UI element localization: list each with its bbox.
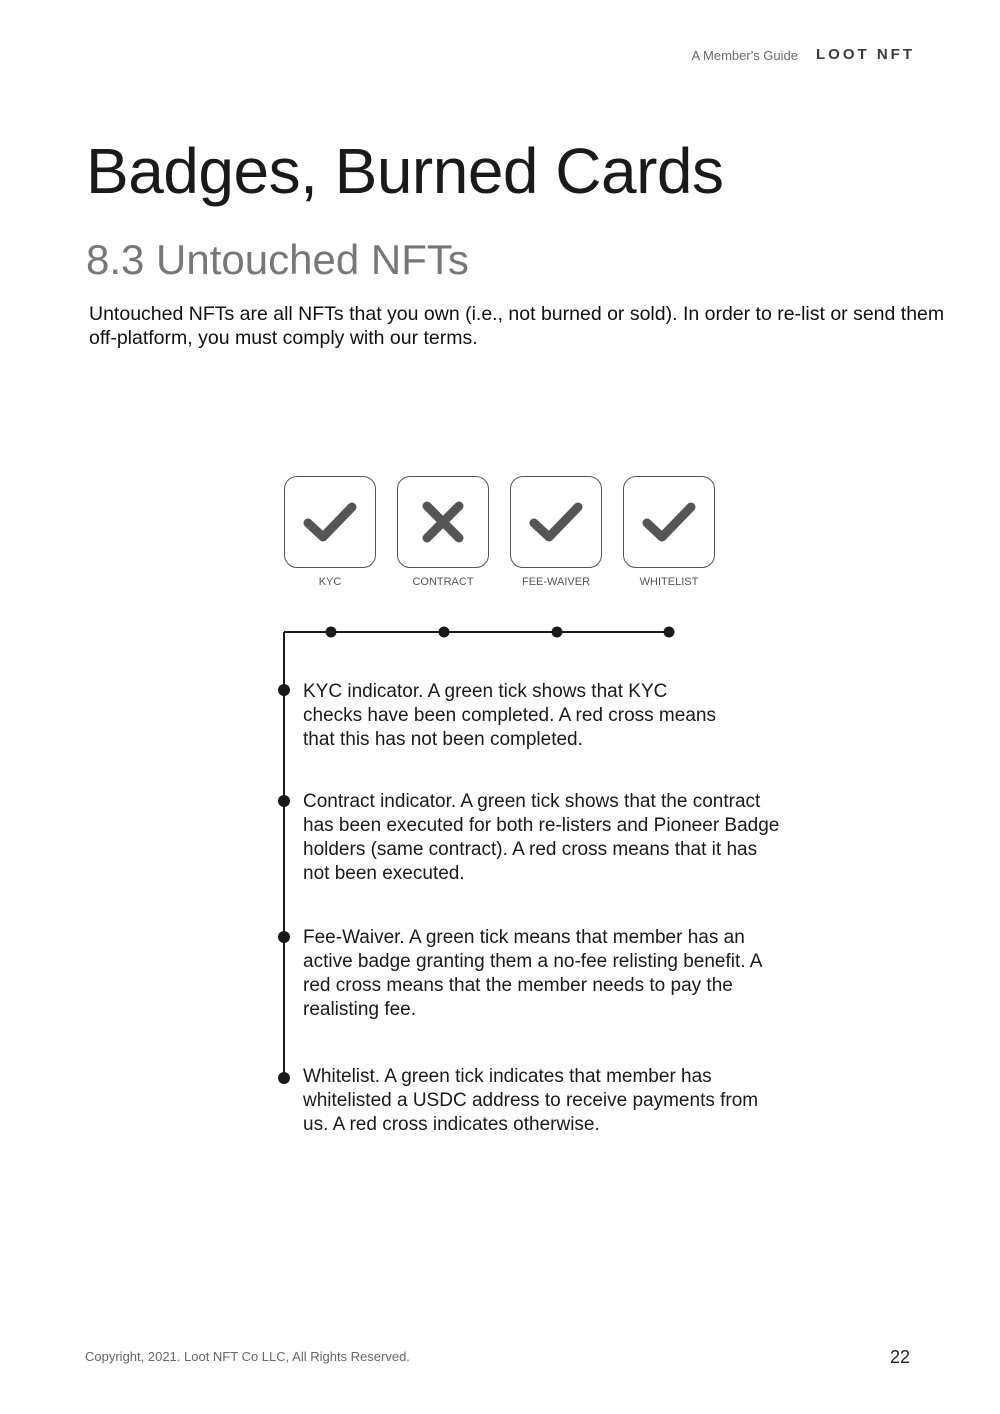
page-number: 22 <box>889 1347 910 1367</box>
whitelist-description-dot <box>278 1072 290 1084</box>
page-title: Badges, Burned Cards <box>86 135 724 207</box>
header-guide-label: A Member's Guide <box>691 48 798 63</box>
kyc-description: KYC indicator. A green tick shows that KYC checks have been completed. A red cross means that this has not been completed. <box>303 681 716 750</box>
section-title: 8.3 Untouched NFTs <box>86 236 469 283</box>
fee-waiver-connector-dot <box>552 627 563 638</box>
whitelist-description: Whitelist. A green tick indicates that member has whitelisted a USDC address to receive payments from us. A red cross indicates otherwise. <box>303 1066 759 1135</box>
footer-copyright: Copyright, 2021. Loot NFT Co LLC, All Rights Reserved. <box>85 1349 410 1364</box>
fee-waiver-description: Fee-Waiver. A green tick means that member has an active badge granting them a no-fee relisting benefit. A red cross means that the member needs to pay the realisting fee. <box>303 927 762 1020</box>
kyc-connector-dot <box>326 627 337 638</box>
kyc-description-dot <box>278 684 290 696</box>
whitelist-indicator-label: WHITELIST <box>639 576 699 588</box>
whitelist-connector-dot <box>664 627 675 638</box>
brand-logo: LOOT NFT <box>816 46 915 63</box>
intro-paragraph: Untouched NFTs are all NFTs that you own (i.e., not burned or sold). In order to re-list or send them off-platform, you must comply with our terms. <box>89 303 945 349</box>
contract-description-dot <box>278 795 290 807</box>
fee-waiver-description-dot <box>278 931 290 943</box>
contract-indicator-label: CONTRACT <box>412 576 474 588</box>
contract-description: Contract indicator. A green tick shows that the contract has been executed for both re-listers and Pioneer Badge holders (same contract). A red cross means that it has not been executed. <box>303 791 780 884</box>
contract-connector-dot <box>439 627 450 638</box>
kyc-indicator-label: KYC <box>318 576 342 588</box>
fee-waiver-indicator-label: FEE-WAIVER <box>521 576 591 588</box>
